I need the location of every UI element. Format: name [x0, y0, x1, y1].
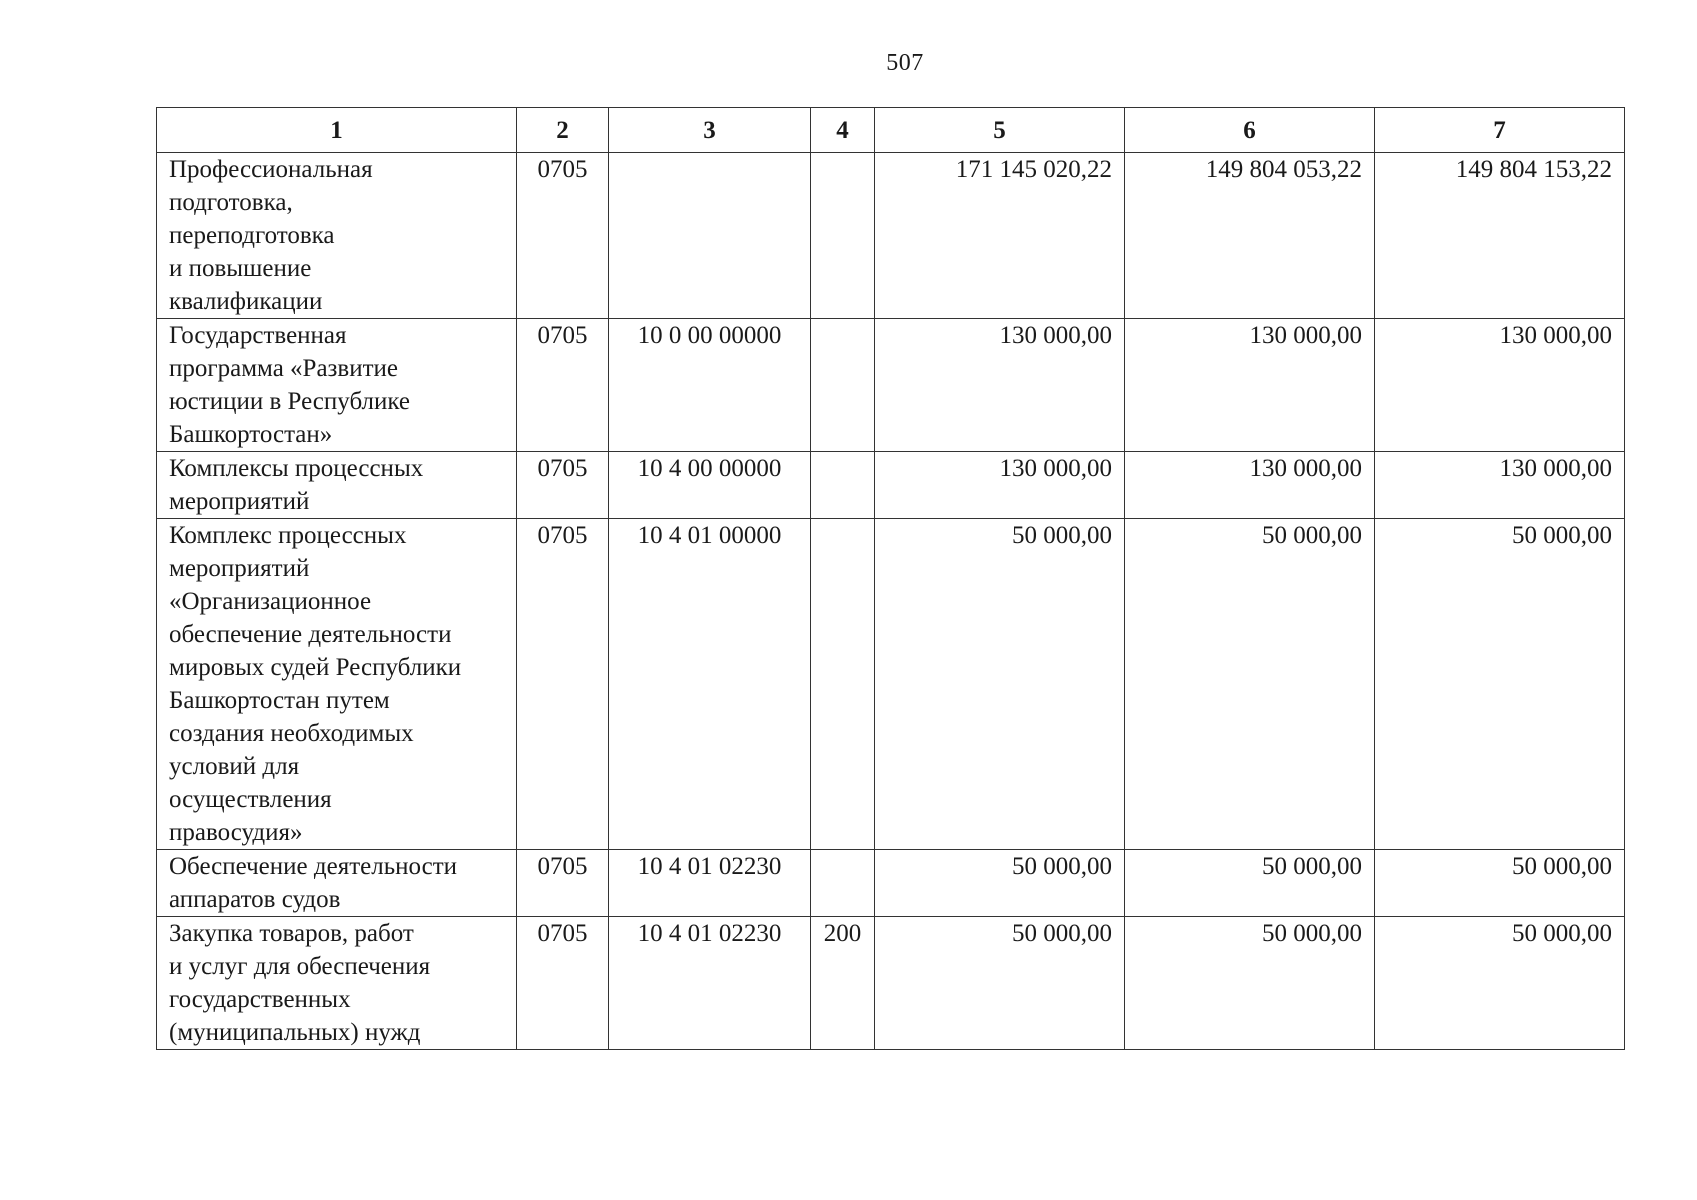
row-value-col6: 130 000,00 [1125, 452, 1375, 519]
row-value-col5: 50 000,00 [875, 850, 1125, 917]
row-name-line: «Организационное [169, 588, 372, 615]
table-body [157, 153, 1625, 1050]
row-value-col7: 130 000,00 [1375, 452, 1625, 519]
row-name-line: юстиции в Республике [169, 388, 411, 415]
header-col-6: 6 [1125, 108, 1375, 153]
row-value-col6: 50 000,00 [1125, 850, 1375, 917]
row-name-line: Комплекс процессных [169, 522, 407, 549]
row-name-line: аппаратов судов [169, 886, 341, 913]
row-name [157, 452, 517, 519]
table-header [157, 108, 1625, 153]
row-name [157, 850, 517, 917]
row-value-col5: 130 000,00 [875, 452, 1125, 519]
row-value-col6: 130 000,00 [1125, 319, 1375, 452]
row-expense-type [811, 452, 875, 519]
row-name-line: обеспечение деятельности [169, 621, 452, 648]
row-expense-type: 200 [811, 917, 875, 1050]
row-value-col5: 130 000,00 [875, 319, 1125, 452]
row-section-code: 0705 [517, 153, 609, 319]
row-section-code: 0705 [517, 850, 609, 917]
table-row [157, 319, 1625, 452]
row-name-line: мероприятий [169, 555, 310, 582]
row-value-col7: 149 804 153,22 [1375, 153, 1625, 319]
row-expense-type [811, 850, 875, 917]
row-section-code: 0705 [517, 917, 609, 1050]
budget-table [156, 107, 1625, 1050]
row-target-article: 10 4 01 00000 [609, 519, 811, 850]
row-name-line: создания необходимых [169, 720, 414, 747]
row-name [157, 153, 517, 319]
row-name-line: мероприятий [169, 488, 310, 515]
row-name-line: Обеспечение деятельности [169, 853, 458, 880]
row-section-code: 0705 [517, 519, 609, 850]
row-name-line: осуществления [169, 786, 332, 813]
row-name-line: Башкортостан» [169, 421, 333, 448]
row-name [157, 519, 517, 850]
row-expense-type [811, 319, 875, 452]
header-col-1: 1 [157, 108, 517, 153]
row-value-col7: 50 000,00 [1375, 519, 1625, 850]
row-expense-type [811, 519, 875, 850]
row-target-article: 10 4 00 00000 [609, 452, 811, 519]
row-target-article: 10 0 00 00000 [609, 319, 811, 452]
table-row [157, 850, 1625, 917]
table-row [157, 917, 1625, 1050]
row-name-line: Закупка товаров, работ [169, 920, 414, 947]
row-name [157, 319, 517, 452]
row-value-col7: 130 000,00 [1375, 319, 1625, 452]
row-name-line: условий для [169, 753, 300, 780]
row-name-line: мировых судей Республики [169, 654, 462, 681]
header-col-7: 7 [1375, 108, 1625, 153]
row-expense-type [811, 153, 875, 319]
row-name-line: правосудия» [169, 819, 303, 846]
row-target-article [609, 153, 811, 319]
row-section-code: 0705 [517, 452, 609, 519]
row-value-col6: 50 000,00 [1125, 917, 1375, 1050]
row-target-article: 10 4 01 02230 [609, 850, 811, 917]
row-value-col5: 50 000,00 [875, 519, 1125, 850]
row-name-line: Комплексы процессных [169, 455, 424, 482]
row-name-line: государственных [169, 986, 351, 1013]
row-value-col5: 50 000,00 [875, 917, 1125, 1050]
row-value-col5: 171 145 020,22 [875, 153, 1125, 319]
table-row [157, 519, 1625, 850]
row-name-line: и повышение [169, 255, 312, 282]
row-name-line: программа «Развитие [169, 355, 399, 382]
row-name-line: Башкортостан путем [169, 687, 390, 714]
table-row [157, 452, 1625, 519]
header-col-5: 5 [875, 108, 1125, 153]
row-name-line: подготовка, [169, 189, 293, 216]
row-target-article: 10 4 01 02230 [609, 917, 811, 1050]
row-value-col7: 50 000,00 [1375, 917, 1625, 1050]
row-name-line: и услуг для обеспечения [169, 953, 431, 980]
header-row [157, 108, 1625, 153]
row-name-line: квалификации [169, 288, 323, 315]
page-number: 507 [886, 50, 924, 76]
table-row [157, 153, 1625, 319]
row-section-code: 0705 [517, 319, 609, 452]
row-name-line: Профессиональная [169, 156, 373, 183]
row-name [157, 917, 517, 1050]
header-col-2: 2 [517, 108, 609, 153]
header-col-4: 4 [811, 108, 875, 153]
row-name-line: (муниципальных) нужд [169, 1019, 421, 1046]
row-name-line: переподготовка [169, 222, 335, 249]
row-value-col6: 149 804 053,22 [1125, 153, 1375, 319]
header-col-3: 3 [609, 108, 811, 153]
row-value-col7: 50 000,00 [1375, 850, 1625, 917]
row-value-col6: 50 000,00 [1125, 519, 1375, 850]
row-name-line: Государственная [169, 322, 347, 349]
